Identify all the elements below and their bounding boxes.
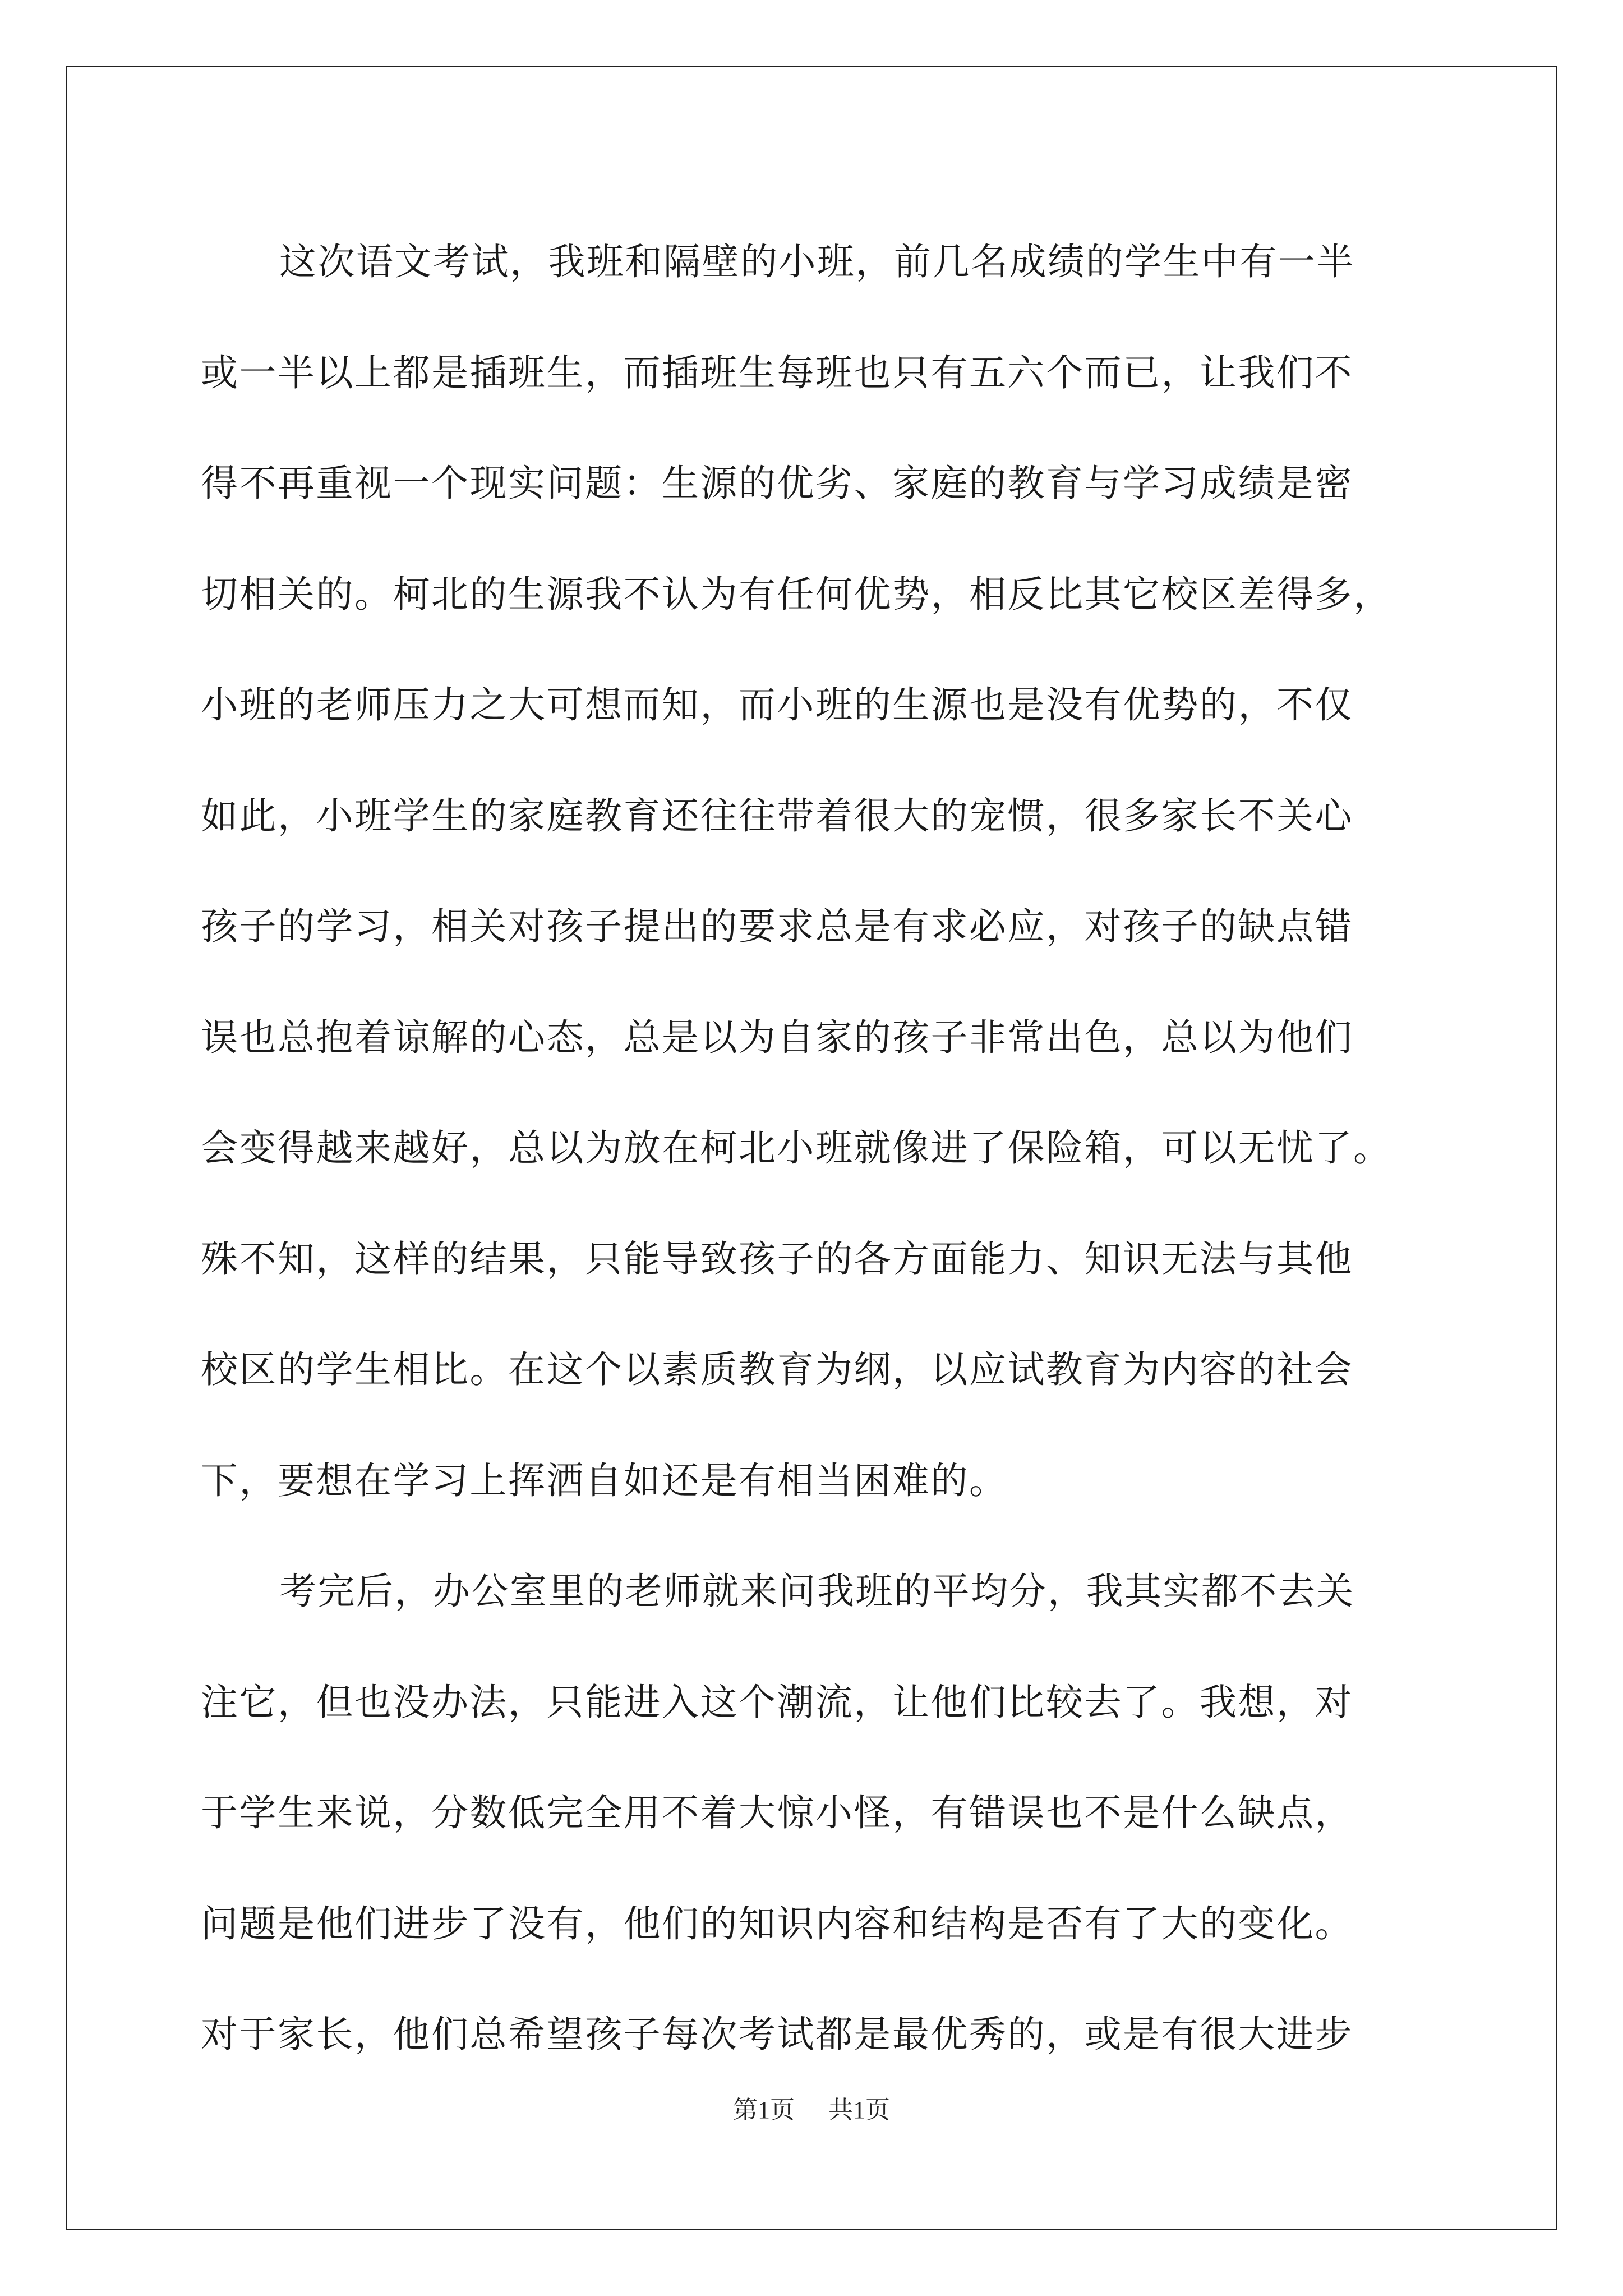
text-line: 切相关的。柯北的生源我不认为有任何优势，相反比其它校区差得多， — [201, 572, 1392, 616]
text-line: 考完后，办公室里的老师就来问我班的平均分，我其实都不去关 — [279, 1570, 1355, 1613]
text-line: 下，要想在学习上挥洒自如还是有相当困难的。 — [201, 1458, 1008, 1502]
text-line: 于学生来说，分数低完全用不着大惊小怪，有错误也不是什么缺点， — [201, 1791, 1353, 1834]
text-line: 问题是他们进步了没有，他们的知识内容和结构是否有了大的变化。 — [201, 1902, 1353, 1945]
text-line: 孩子的学习，相关对孩子提出的要求总是有求必应，对孩子的缺点错 — [201, 905, 1353, 948]
text-line: 校区的学生相比。在这个以素质教育为纲，以应试教育为内容的社会 — [201, 1348, 1353, 1391]
paragraph-2 — [201, 1536, 1423, 2090]
text-line: 对于家长，他们总希望孩子每次考试都是最优秀的，或是有很大进步 — [201, 2013, 1353, 2056]
text-line: 得不再重视一个现实问题：生源的优劣、家庭的教育与学习成绩是密 — [201, 462, 1353, 505]
text-line: 注它，但也没办法，只能进入这个潮流，让他们比较去了。我想，对 — [201, 1680, 1353, 1724]
page-total: 共1页 — [828, 2096, 890, 2124]
text-line: 这次语文考试，我班和隔壁的小班，前几名成绩的学生中有一半 — [279, 240, 1355, 283]
text-line: 如此，小班学生的家庭教育还往往带着很大的宠惯，很多家长不关心 — [201, 794, 1353, 838]
text-line: 会变得越来越好，总以为放在柯北小班就像进了保险箱，可以无忧了。 — [201, 1126, 1392, 1170]
text-line: 殊不知，这样的结果，只能导致孩子的各方面能力、知识无法与其他 — [201, 1237, 1353, 1281]
text-line: 小班的老师压力之大可想而知，而小班的生源也是没有优势的，不仅 — [201, 683, 1353, 726]
page-number: 第1页 — [733, 2096, 795, 2124]
paragraph-1 — [201, 206, 1423, 1536]
document-body — [201, 206, 1423, 2090]
text-line: 误也总抱着谅解的心态，总是以为自家的孩子非常出色，总以为他们 — [201, 1015, 1353, 1059]
page-footer — [0, 2090, 1623, 2125]
text-line: 或一半以上都是插班生，而插班生每班也只有五六个而已，让我们不 — [201, 351, 1353, 394]
